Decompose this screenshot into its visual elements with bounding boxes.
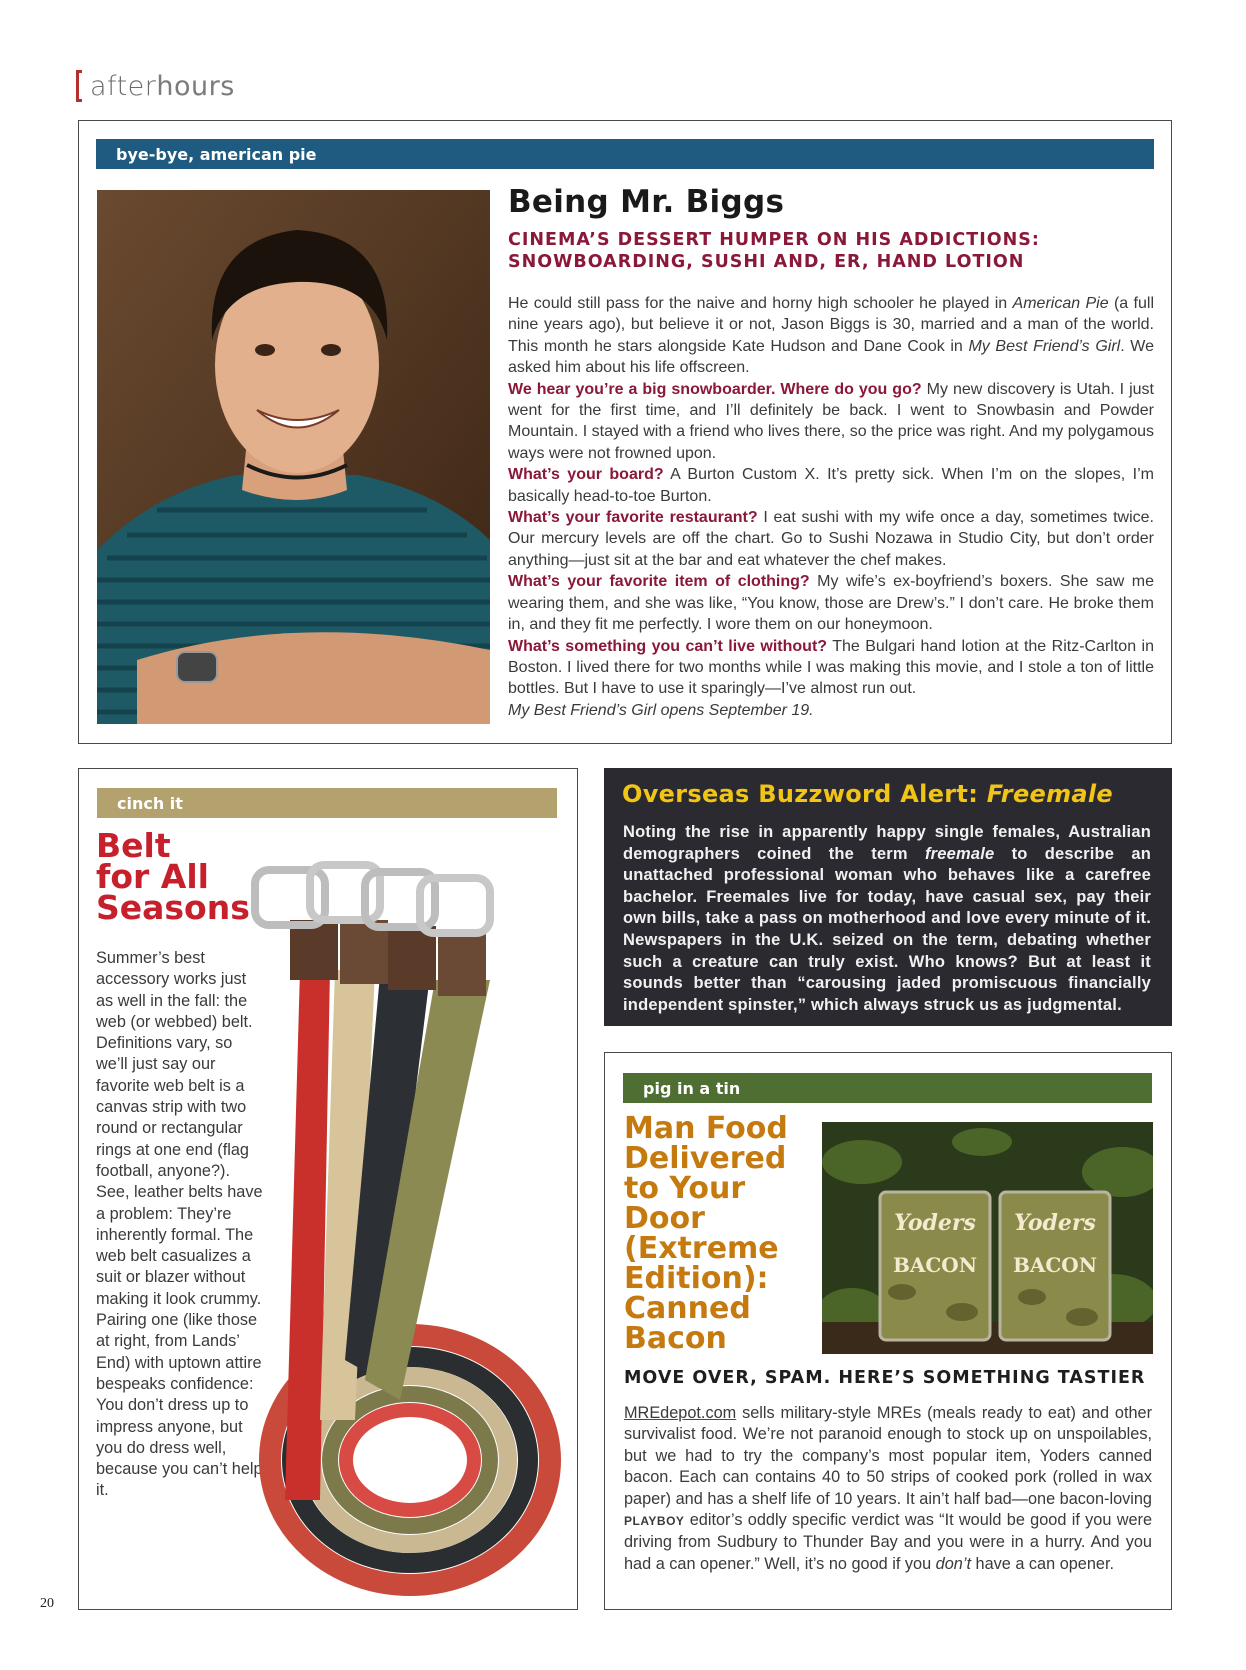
biggs-intro: He could still pass for the naive and horny high schooler he played in American Pie (a full nine years ago), but believe it or not, Jason Biggs is 30, married and a man of the world. This month he stars alongside Kate Hudson and Dane Cook in My Best Friend’s Girl. We asked him about his life offscreen. [508, 295, 1154, 377]
page-number: 20 [40, 1596, 54, 1611]
question: What’s your favorite item of clothing? [508, 573, 810, 591]
belt-headline: Belt for All Seasons [96, 826, 250, 927]
mredepot-link[interactable]: MREdepot.com [624, 1404, 737, 1422]
belt-tag-bar: cinch it [97, 788, 557, 818]
can-brand: Yoders [894, 1210, 976, 1236]
bacon-headline: Man Food Delivered to Your Door (Extreme Edition): Canned Bacon [624, 1111, 788, 1356]
movie-title: American Pie [1012, 295, 1109, 312]
question: We hear you’re a big snowboarder. Where do you go? [508, 380, 922, 398]
biggs-deck-line: CINEMA’S DESSERT HUMPER ON HIS ADDICTIONS: [508, 230, 1040, 250]
web-belts-image [240, 860, 570, 1600]
qa-item [508, 379, 1154, 465]
section-label-prefix: after [90, 70, 157, 102]
can-brand: Yoders [1014, 1210, 1096, 1236]
question: What’s something you can’t live without? [508, 637, 828, 655]
answer: A Burton Custom X. It’s pretty sick. When I’m on the slopes, I’m basically head-to-toe Burton. [508, 466, 1154, 505]
movie-title: My Best Friend’s Girl [968, 337, 1121, 355]
belt-body: Summer’s best accessory works just as well in the fall: the web (or webbed) belt. Definitions vary, so we’ll just say our favorite web belt is a canvas strip with two round or rectangular rings at one end (flag football, anyone?). See, leather belts have a problem: They’re inherently formal. The web belt casualizes a suit or blazer without making it look crummy. Pairing one (like those at right, from Lands’ End) with uptown attire bespeaks confidence: You don’t dress up to impress anyone, but you do dress well, because you can’t help it. [96, 949, 263, 1500]
can-label: BACON [1012, 1253, 1098, 1277]
section-header [76, 66, 235, 106]
qa-item [508, 636, 1154, 700]
bacon-body: MREdepot.com sells military-style MREs (meals ready to eat) and other survivalist food. We’re not paranoid enough to stock up on unspoilables, but we had to try the company’s most popular item, Yoders canned bacon. Each can contains 40 to 50 strips of cooked pork (rolled in wax paper) and has a shelf life of 10 years. It ain’t half bad—one bacon-loving PLAYBOY editor’s oddly specific verdict was “It would be good if you were driving from Sudbury to Thunder Bay and you were in a hurry. And you had a can opener.” Well, it’s no good if you don’t have a can opener. [624, 1404, 1152, 1573]
freemale-headline: Overseas Buzzword Alert: Freemale [622, 780, 1114, 808]
question: What’s your board? [508, 466, 664, 484]
qa-item [508, 571, 1154, 635]
bacon-tag-bar: pig in a tin [623, 1073, 1152, 1103]
biggs-closing: My Best Friend’s Girl opens September 19. [508, 701, 814, 719]
bacon-cans-photo [822, 1122, 1153, 1354]
biggs-deck-line: SNOWBOARDING, SUSHI AND, ER, HAND LOTION [508, 252, 1025, 272]
biggs-portrait-photo [97, 190, 490, 724]
bacon-deck: MOVE OVER, SPAM. HERE’S SOMETHING TASTIER [624, 1368, 1146, 1388]
biggs-headline: Being Mr. Biggs [508, 184, 785, 220]
qa-item [508, 507, 1154, 571]
answer: The Bulgari hand lotion at the Ritz-Carlton in Boston. I lived there for two months while I was making this movie, and I stole a ton of little bottles. But I have to use it sparingly—I’ve almost run out. [508, 637, 1154, 698]
answer: I eat sushi with my wife once a day, sometimes twice. Our mercury levels are off the chart. Go to Sushi Nozawa in Studio City, but don’t order anything—just sit at the bar and eat whatever the chef makes. [508, 509, 1154, 569]
section-bracket [76, 70, 82, 102]
question: What’s your favorite restaurant? [508, 509, 758, 527]
can-label: BACON [892, 1253, 978, 1277]
biggs-body [508, 293, 1154, 721]
biggs-deck [508, 229, 1108, 273]
freemale-body: Noting the rise in apparently happy single females, Australian demographers coined the term freemale to describe an unattached professional woman who behaves like a carefree bachelor. Freemales live for today, have casual sex, pay their own bills, take a pass on motherhood and love every minute of it. Newspapers in the U.K. seized on the term, debating whether such a creature can truly exist. Who knows? But at least it sounds better than “carousing jaded promiscuous financially independent spinster,” which always struck us as judgmental. [623, 823, 1151, 1014]
biggs-tag-bar: bye-bye, american pie [96, 139, 1154, 169]
answer: My wife’s ex-boyfriend’s boxers. She saw me wearing them, and she was like, “You know, those are Drew’s.” I don’t care. He broke them in, and they fit me perfectly. I wore them on our honeymoon. [508, 573, 1154, 634]
section-label-suffix: hours [156, 70, 235, 102]
brand-name: PLAYBOY [624, 1514, 685, 1529]
answer: My new discovery is Utah. I just went for the first time, and I’ll definitely be back. I went to Snowbasin and Powder Mountain. I stayed with a friend who lives there, so the price was right. And my polygamous ways were not frowned upon. [508, 380, 1155, 462]
qa-item [508, 464, 1154, 507]
term: freemale [924, 844, 995, 863]
